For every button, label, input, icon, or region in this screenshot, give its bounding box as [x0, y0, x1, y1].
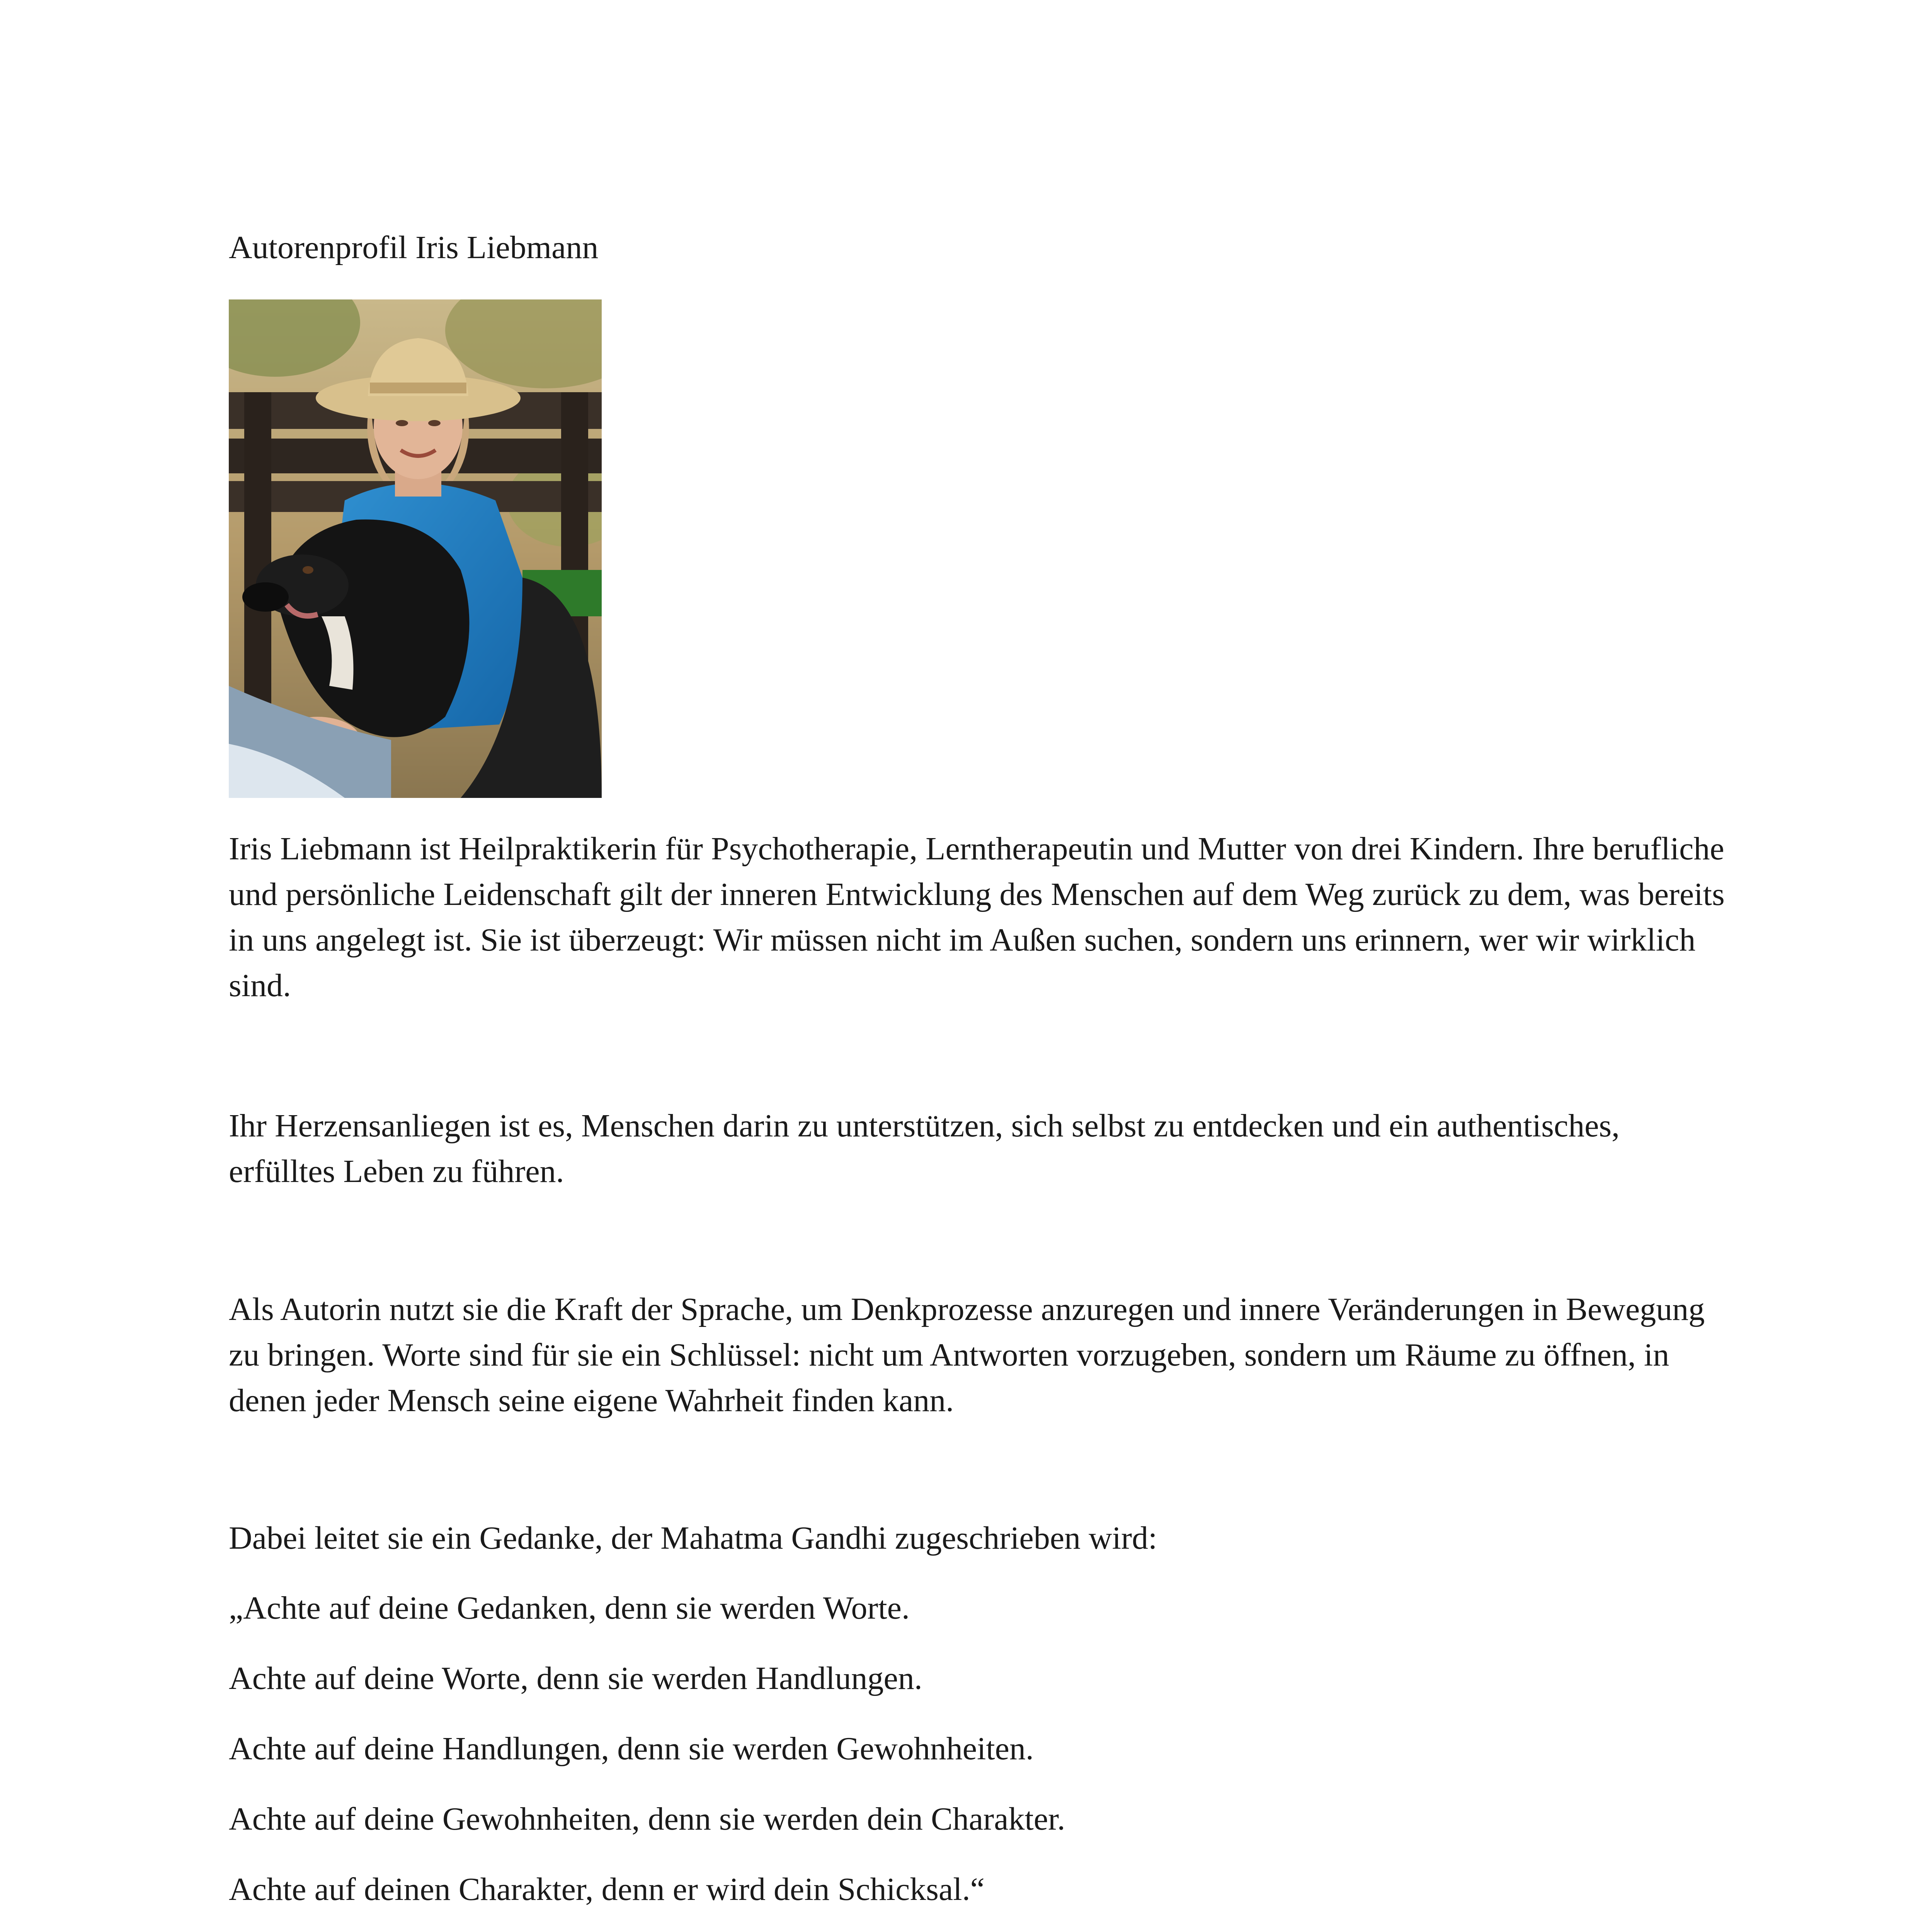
quote-line: Achte auf deine Worte, denn sie werden Handlungen. — [229, 1660, 922, 1696]
quote-line: Achte auf deinen Charakter, denn er wird dein Schicksal.“ — [229, 1871, 985, 1907]
quote-line: „Achte auf deine Gedanken, denn sie werden Worte. — [229, 1590, 910, 1626]
author-photo — [229, 299, 602, 798]
quote-intro: Dabei leitet sie ein Gedanke, der Mahatma Gandhi zugeschrieben wird: — [229, 1520, 1157, 1556]
author-photo-woman-with-dog-icon — [229, 299, 602, 798]
bio-paragraph-1: Iris Liebmann ist Heilpraktikerin für Psychotherapie, Lerntherapeutin und Mutter von drei Kindern. Ihre berufliche und persönliche Leidenschaft gilt der inneren Entwicklung des Menschen auf dem Weg zurück zu dem, was bereits in uns angelegt ist. Sie ist überzeugt: Wir müssen nicht im Außen suchen, sondern uns erinnern, wer wir wirklich sind. — [229, 831, 1725, 1003]
bio-paragraph-3: Als Autorin nutzt sie die Kraft der Sprache, um Denkprozesse anzuregen und innere Veränderungen in Bewegung zu bringen. Worte sind für sie ein Schlüssel: nicht um Antworten vorzugeben, sondern um Räume zu öffnen, in denen jeder Mensch seine eigene Wahrheit finden kann. — [229, 1291, 1705, 1418]
quote-line: Achte auf deine Gewohnheiten, denn sie werden dein Charakter. — [229, 1801, 1065, 1837]
quote-line: Achte auf deine Handlungen, denn sie werden Gewohnheiten. — [229, 1731, 1034, 1767]
page-title: Autorenprofil Iris Liebmann — [229, 230, 599, 265]
bio-paragraph-2: Ihr Herzensanliegen ist es, Menschen darin zu unterstützen, sich selbst zu entdecken und ein authentisches, erfülltes Leben zu führen. — [229, 1108, 1620, 1189]
